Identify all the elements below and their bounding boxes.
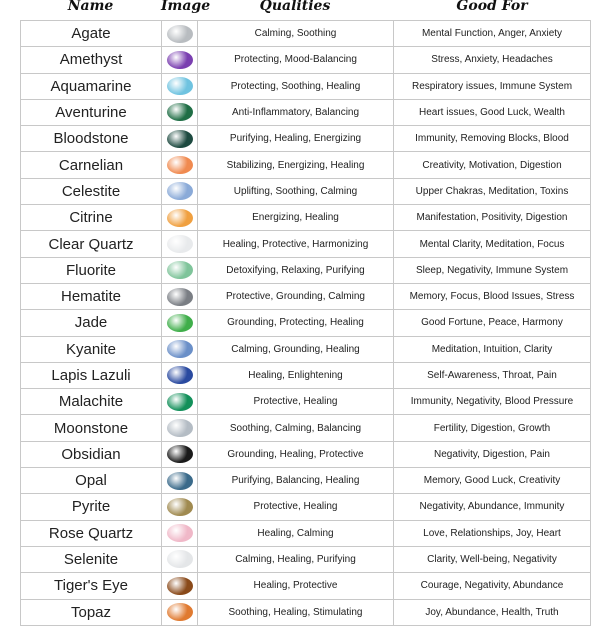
crystal-image-cell — [162, 126, 198, 152]
crystal-good-for: Joy, Abundance, Health, Truth — [394, 599, 591, 625]
crystal-name: Fluorite — [21, 257, 162, 283]
crystal-stone-image — [167, 550, 193, 568]
crystal-name: Amethyst — [21, 47, 162, 73]
crystal-qualities: Grounding, Healing, Protective — [198, 441, 394, 467]
crystal-qualities: Healing, Protective, Harmonizing — [198, 231, 394, 257]
crystal-image-cell — [162, 520, 198, 546]
crystal-image-cell — [162, 362, 198, 388]
crystal-qualities: Healing, Enlightening — [198, 362, 394, 388]
crystal-stone-image — [167, 209, 193, 227]
crystal-name: Opal — [21, 468, 162, 494]
table-row — [21, 47, 591, 73]
table-row — [21, 546, 591, 572]
crystal-good-for: Good Fortune, Peace, Harmony — [394, 310, 591, 336]
crystal-image-cell — [162, 283, 198, 309]
crystal-qualities: Protecting, Soothing, Healing — [198, 73, 394, 99]
crystal-qualities: Protective, Grounding, Calming — [198, 283, 394, 309]
crystal-stone-image — [167, 419, 193, 437]
crystal-qualities: Stabilizing, Energizing, Healing — [198, 152, 394, 178]
crystal-image-cell — [162, 310, 198, 336]
header-good-for: Good For — [456, 0, 528, 14]
crystal-good-for: Clarity, Well-being, Negativity — [394, 546, 591, 572]
crystal-image-cell — [162, 178, 198, 204]
crystal-qualities: Calming, Grounding, Healing — [198, 336, 394, 362]
crystal-name: Carnelian — [21, 152, 162, 178]
header-qualities: Qualities — [259, 0, 331, 14]
table-row — [21, 126, 591, 152]
crystal-good-for: Immunity, Removing Blocks, Blood — [394, 126, 591, 152]
crystal-good-for: Negativity, Digestion, Pain — [394, 441, 591, 467]
crystal-image-cell — [162, 152, 198, 178]
crystal-name: Moonstone — [21, 415, 162, 441]
crystal-name: Aventurine — [21, 99, 162, 125]
crystal-stone-image — [167, 577, 193, 595]
crystal-name: Clear Quartz — [21, 231, 162, 257]
crystal-name: Citrine — [21, 205, 162, 231]
table-row — [21, 441, 591, 467]
crystal-qualities: Calming, Healing, Purifying — [198, 546, 394, 572]
crystal-good-for: Courage, Negativity, Abundance — [394, 573, 591, 599]
table-row — [21, 494, 591, 520]
crystal-good-for: Meditation, Intuition, Clarity — [394, 336, 591, 362]
crystal-stone-image — [167, 77, 193, 95]
crystal-good-for: Love, Relationships, Joy, Heart — [394, 520, 591, 546]
crystal-stone-image — [167, 366, 193, 384]
crystal-qualities: Energizing, Healing — [198, 205, 394, 231]
crystal-name: Jade — [21, 310, 162, 336]
crystal-qualities: Grounding, Protecting, Healing — [198, 310, 394, 336]
crystal-stone-image — [167, 156, 193, 174]
table-row — [21, 520, 591, 546]
crystal-stone-image — [167, 445, 193, 463]
crystal-stone-image — [167, 51, 193, 69]
table-row — [21, 257, 591, 283]
crystal-image-cell — [162, 494, 198, 520]
crystal-stone-image — [167, 288, 193, 306]
crystal-stone-image — [167, 603, 193, 621]
crystal-qualities: Healing, Protective — [198, 573, 394, 599]
crystal-good-for: Self-Awareness, Throat, Pain — [394, 362, 591, 388]
table-row — [21, 468, 591, 494]
crystal-image-cell — [162, 205, 198, 231]
crystal-qualities: Detoxifying, Relaxing, Purifying — [198, 257, 394, 283]
crystal-name: Kyanite — [21, 336, 162, 362]
crystal-stone-image — [167, 182, 193, 200]
crystal-qualities: Purifying, Healing, Energizing — [198, 126, 394, 152]
crystal-stone-image — [167, 103, 193, 121]
crystal-name: Selenite — [21, 546, 162, 572]
table-row — [21, 283, 591, 309]
table-row — [21, 21, 591, 47]
crystal-image-cell — [162, 599, 198, 625]
crystal-qualities: Uplifting, Soothing, Calming — [198, 178, 394, 204]
crystal-stone-image — [167, 130, 193, 148]
table-row — [21, 573, 591, 599]
crystal-good-for: Manifestation, Positivity, Digestion — [394, 205, 591, 231]
crystal-name: Celestite — [21, 178, 162, 204]
crystal-table — [20, 20, 591, 626]
table-row — [21, 389, 591, 415]
crystal-good-for: Creativity, Motivation, Digestion — [394, 152, 591, 178]
crystal-qualities: Purifying, Balancing, Healing — [198, 468, 394, 494]
table-row — [21, 152, 591, 178]
crystal-good-for: Mental Function, Anger, Anxiety — [394, 21, 591, 47]
crystal-stone-image — [167, 314, 193, 332]
crystal-stone-image — [167, 261, 193, 279]
crystal-image-cell — [162, 573, 198, 599]
table-row — [21, 415, 591, 441]
table-row — [21, 178, 591, 204]
crystal-qualities: Protecting, Mood-Balancing — [198, 47, 394, 73]
crystal-name: Tiger's Eye — [21, 573, 162, 599]
crystal-name: Obsidian — [21, 441, 162, 467]
crystal-image-cell — [162, 415, 198, 441]
crystal-good-for: Memory, Focus, Blood Issues, Stress — [394, 283, 591, 309]
crystal-name: Topaz — [21, 599, 162, 625]
crystal-good-for: Sleep, Negativity, Immune System — [394, 257, 591, 283]
crystal-stone-image — [167, 393, 193, 411]
crystal-name: Aquamarine — [21, 73, 162, 99]
crystal-good-for: Fertility, Digestion, Growth — [394, 415, 591, 441]
crystal-qualities: Soothing, Calming, Balancing — [198, 415, 394, 441]
crystal-image-cell — [162, 441, 198, 467]
crystal-name: Bloodstone — [21, 126, 162, 152]
crystal-qualities: Protective, Healing — [198, 389, 394, 415]
crystal-image-cell — [162, 99, 198, 125]
crystal-name: Rose Quartz — [21, 520, 162, 546]
crystal-image-cell — [162, 257, 198, 283]
crystal-image-cell — [162, 546, 198, 572]
crystal-good-for: Heart issues, Good Luck, Wealth — [394, 99, 591, 125]
table-row — [21, 73, 591, 99]
crystal-stone-image — [167, 498, 193, 516]
header-image: Image — [161, 0, 211, 14]
table-row — [21, 362, 591, 388]
table-row — [21, 336, 591, 362]
header-name: Name — [67, 0, 114, 14]
table-row — [21, 599, 591, 625]
crystal-stone-image — [167, 340, 193, 358]
crystal-stone-image — [167, 235, 193, 253]
crystal-good-for: Upper Chakras, Meditation, Toxins — [394, 178, 591, 204]
crystal-stone-image — [167, 25, 193, 43]
crystal-name: Hematite — [21, 283, 162, 309]
crystal-qualities: Anti-Inflammatory, Balancing — [198, 99, 394, 125]
crystal-qualities: Protective, Healing — [198, 494, 394, 520]
crystal-image-cell — [162, 389, 198, 415]
table-row — [21, 205, 591, 231]
crystal-image-cell — [162, 468, 198, 494]
crystal-stone-image — [167, 472, 193, 490]
crystal-name: Lapis Lazuli — [21, 362, 162, 388]
table-header — [0, 0, 612, 20]
crystal-good-for: Stress, Anxiety, Headaches — [394, 47, 591, 73]
crystal-good-for: Mental Clarity, Meditation, Focus — [394, 231, 591, 257]
crystal-stone-image — [167, 524, 193, 542]
crystal-image-cell — [162, 231, 198, 257]
crystal-qualities: Calming, Soothing — [198, 21, 394, 47]
crystal-qualities: Soothing, Healing, Stimulating — [198, 599, 394, 625]
table-row — [21, 310, 591, 336]
crystal-good-for: Immunity, Negativity, Blood Pressure — [394, 389, 591, 415]
crystal-image-cell — [162, 21, 198, 47]
table-row — [21, 231, 591, 257]
crystal-image-cell — [162, 47, 198, 73]
crystal-name: Malachite — [21, 389, 162, 415]
table-row — [21, 99, 591, 125]
crystal-name: Agate — [21, 21, 162, 47]
crystal-good-for: Respiratory issues, Immune System — [394, 73, 591, 99]
crystal-qualities: Healing, Calming — [198, 520, 394, 546]
crystal-name: Pyrite — [21, 494, 162, 520]
crystal-image-cell — [162, 73, 198, 99]
crystal-image-cell — [162, 336, 198, 362]
crystal-good-for: Negativity, Abundance, Immunity — [394, 494, 591, 520]
crystal-good-for: Memory, Good Luck, Creativity — [394, 468, 591, 494]
